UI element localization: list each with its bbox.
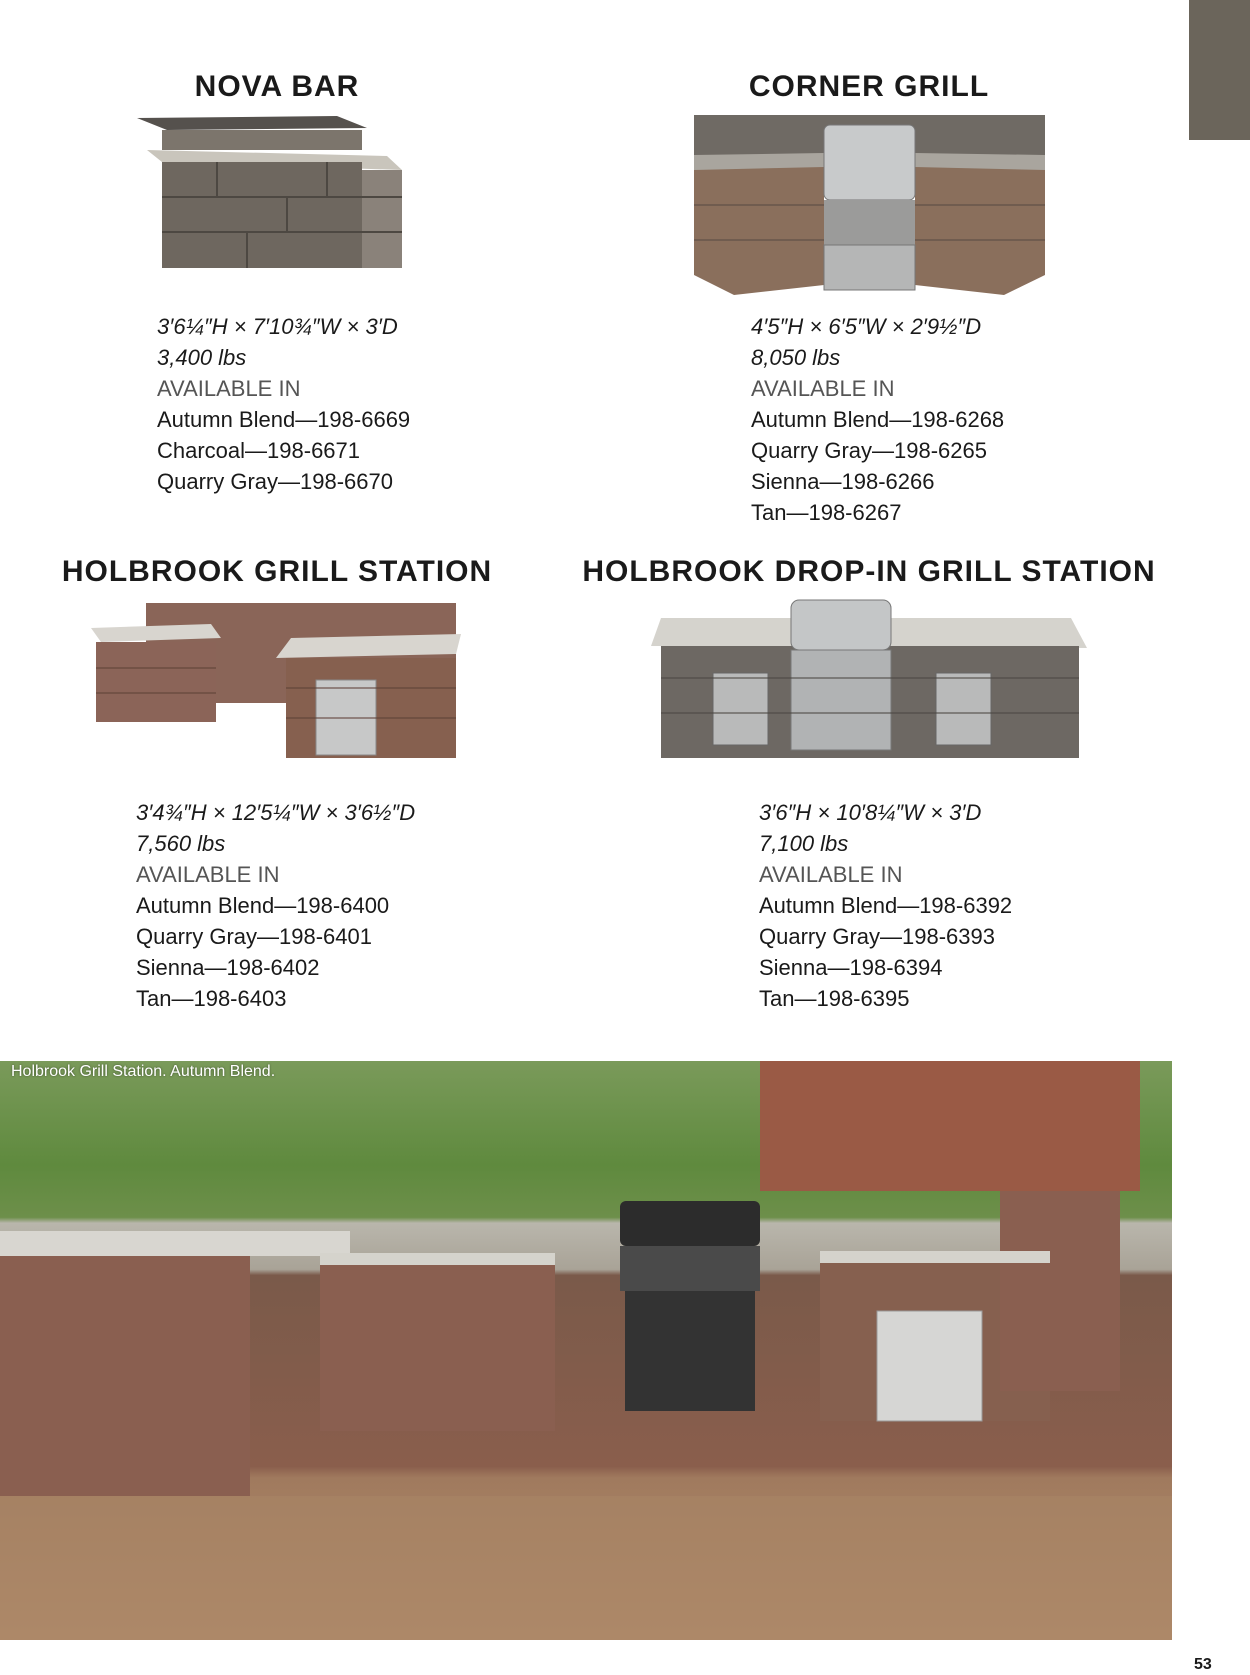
holbrook-drop-in-grill-image <box>651 598 1087 760</box>
weight: 7,100 lbs <box>759 831 849 856</box>
color-option: Charcoal—198-6671 <box>157 438 361 463</box>
color-option: Quarry Gray—198-6265 <box>751 438 987 463</box>
weight: 8,050 lbs <box>751 345 841 370</box>
color-option: Sienna—198-6402 <box>136 955 320 980</box>
color-option: Autumn Blend—198-6400 <box>136 893 390 918</box>
product-specs <box>157 311 410 497</box>
color-option: Autumn Blend—198-6268 <box>751 407 1005 432</box>
color-option: Quarry Gray—198-6401 <box>136 924 372 949</box>
dimensions: 3′6¼″H × 7′10¾″W × 3′D <box>157 314 398 339</box>
product-title: NOVA BAR <box>194 70 360 103</box>
available-label: AVAILABLE IN <box>759 862 903 887</box>
dimensions: 3′4¾″H × 12′5¼″W × 3′6½″D <box>136 800 416 825</box>
color-option: Tan—198-6395 <box>759 986 910 1011</box>
holbrook-grill-station-image <box>91 598 465 760</box>
color-option: Autumn Blend—198-6392 <box>759 893 1013 918</box>
page-number: 53 <box>1194 1656 1212 1673</box>
dimensions: 4′5″H × 6′5″W × 2′9½″D <box>751 314 982 339</box>
color-option: Sienna—198-6266 <box>751 469 935 494</box>
dimensions: 3′6″H × 10′8¼″W × 3′D <box>759 800 982 825</box>
weight: 7,560 lbs <box>136 831 226 856</box>
lifestyle-photo <box>0 1061 1172 1640</box>
photo-caption: Holbrook Grill Station. Autumn Blend. <box>11 1063 276 1080</box>
color-option: Quarry Gray—198-6393 <box>759 924 995 949</box>
product-specs <box>751 311 1004 528</box>
color-option: Tan—198-6267 <box>751 500 902 525</box>
section-tab <box>1189 0 1250 140</box>
product-title: HOLBROOK GRILL STATION <box>61 555 493 588</box>
color-option: Sienna—198-6394 <box>759 955 943 980</box>
corner-grill-image <box>694 115 1045 297</box>
color-option: Tan—198-6403 <box>136 986 287 1011</box>
available-label: AVAILABLE IN <box>157 376 301 401</box>
product-title: HOLBROOK DROP-IN GRILL STATION <box>582 555 1156 588</box>
color-option: Quarry Gray—198-6670 <box>157 469 393 494</box>
nova-bar-image <box>137 112 414 272</box>
color-option: Autumn Blend—198-6669 <box>157 407 411 432</box>
product-title: CORNER GRILL <box>748 70 990 103</box>
weight: 3,400 lbs <box>157 345 247 370</box>
available-label: AVAILABLE IN <box>751 376 895 401</box>
product-specs <box>136 797 415 1014</box>
available-label: AVAILABLE IN <box>136 862 280 887</box>
product-specs <box>759 797 1012 1014</box>
